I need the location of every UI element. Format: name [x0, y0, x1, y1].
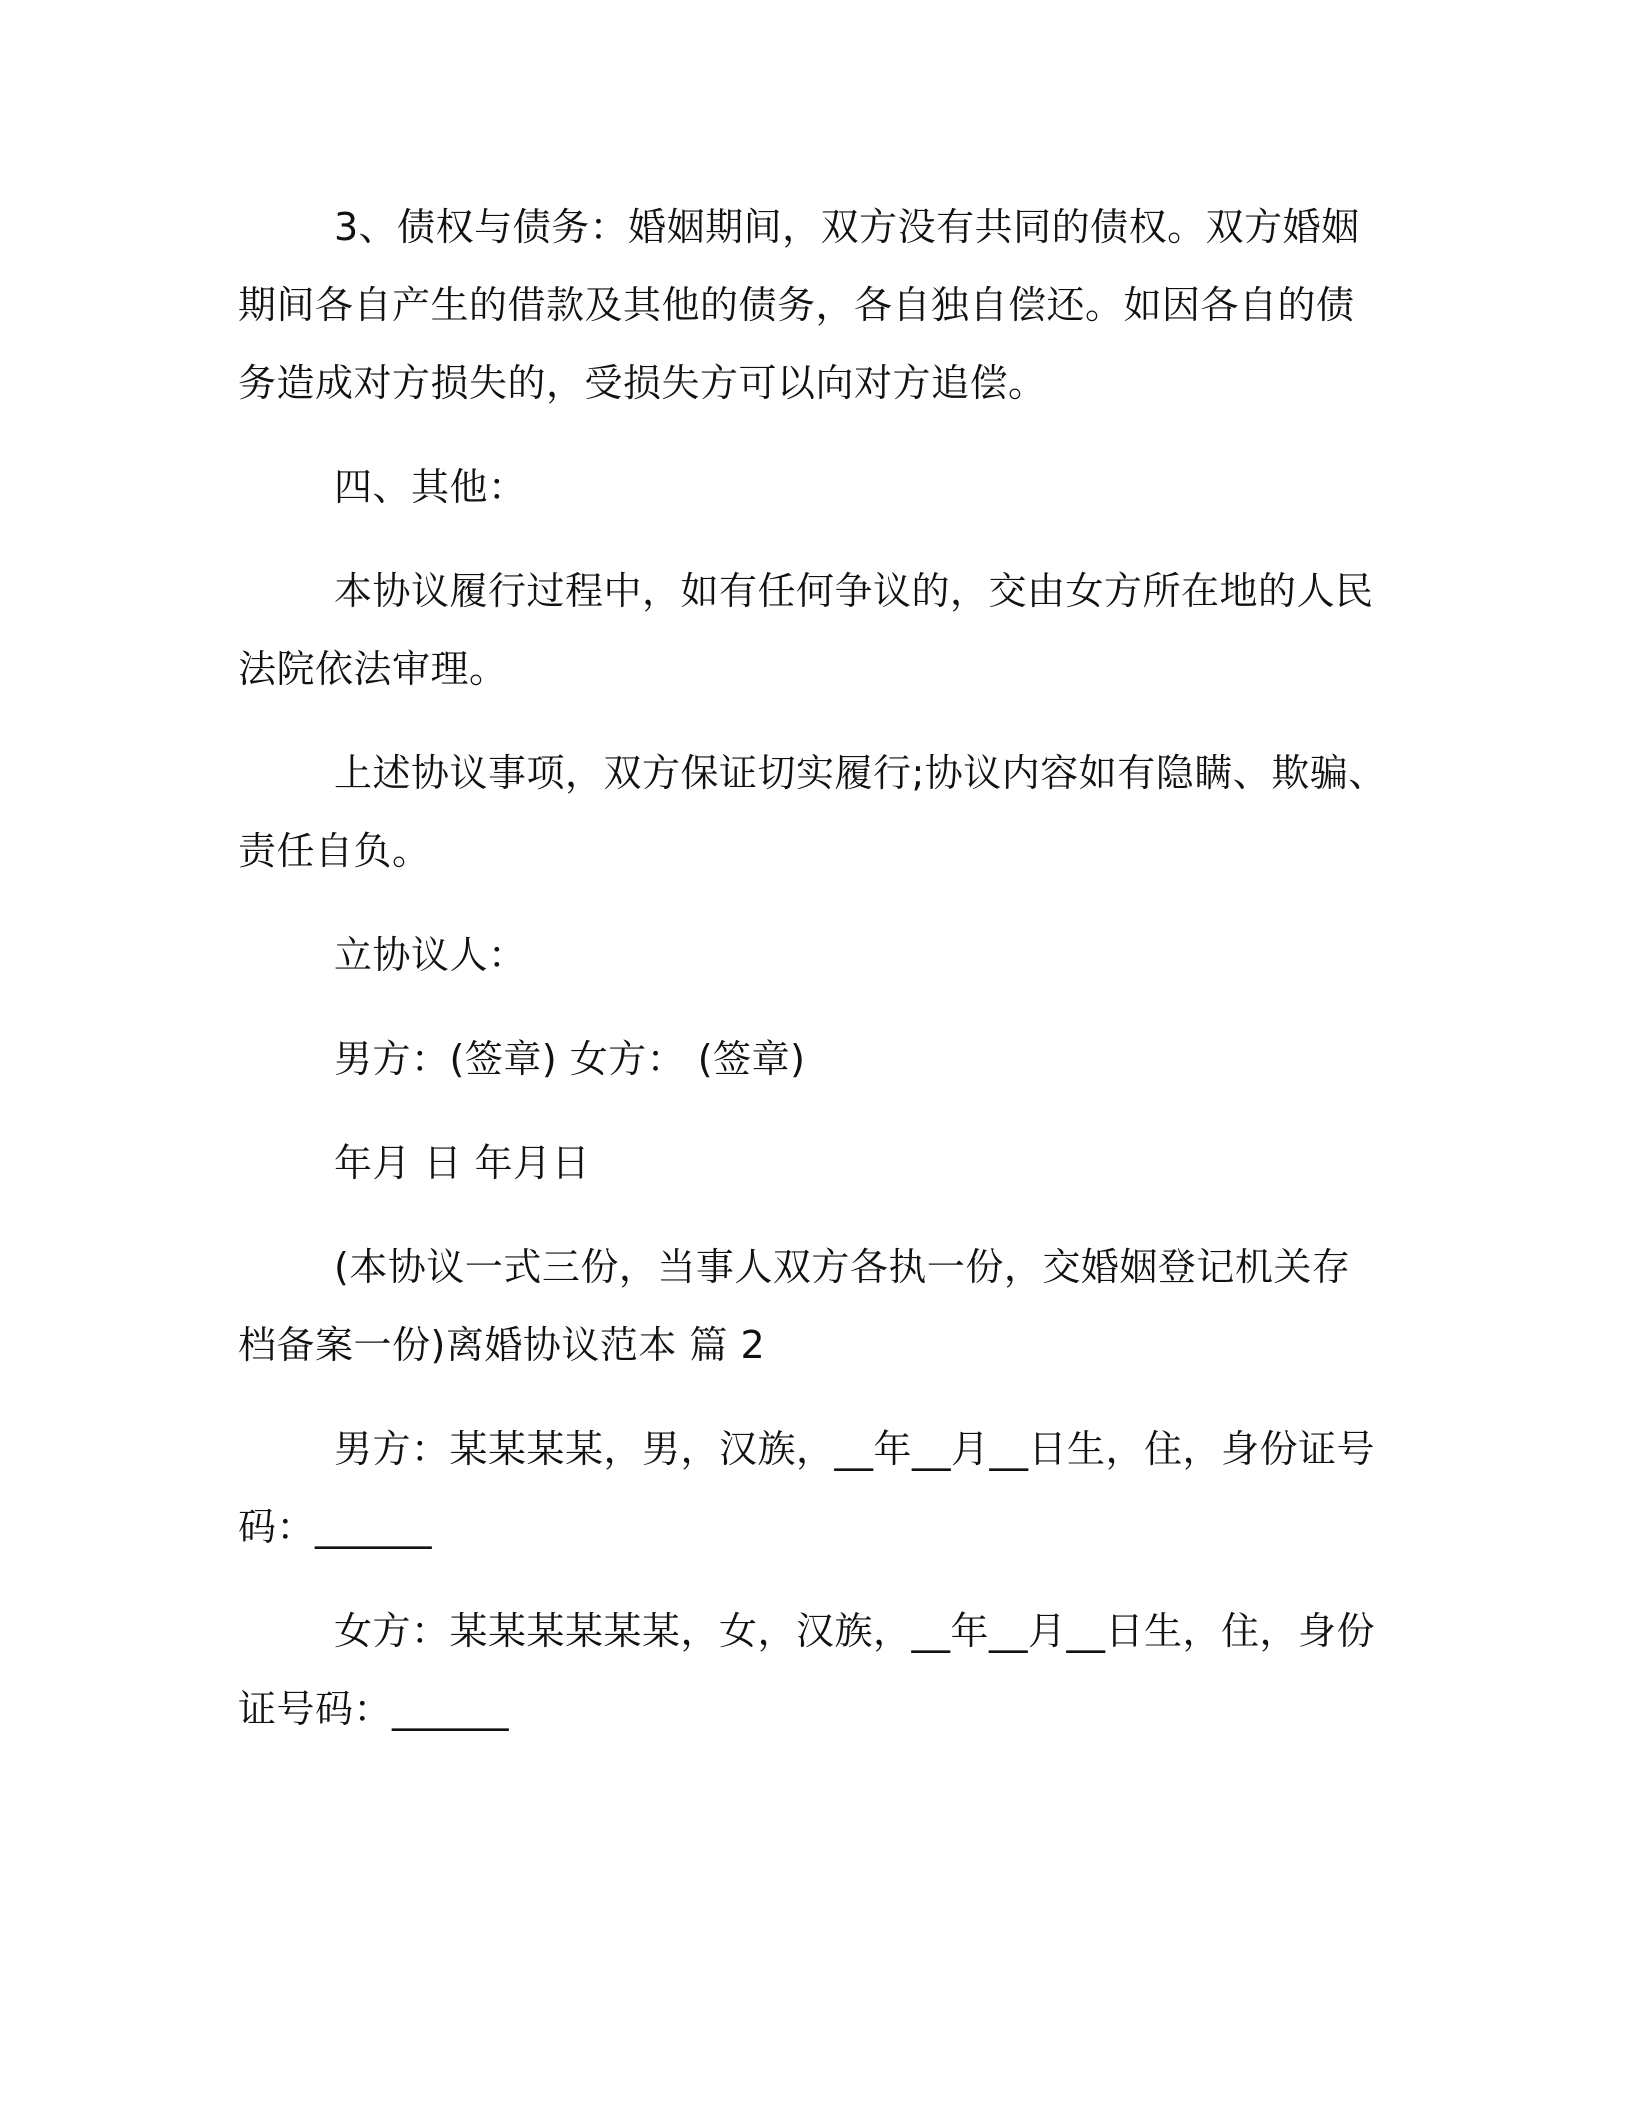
signature-line: 男方：(签章) 女方： (签章) — [334, 1037, 806, 1081]
section-heading-other: 四、其他： — [334, 465, 527, 509]
paragraph-guarantee: 上述协议事项，双方保证切实履行;协议内容如有隐瞒、欺骗、责任自负。 — [238, 751, 1387, 873]
signatories-label: 立协议人： — [334, 933, 527, 977]
paragraph-debts: 3、债权与债务：婚姻期间，双方没有共同的债权。双方婚姻期间各自产生的借款及其他的债务，各自独自偿还。如因各自的债务造成对方损失的，受损失方可以向对方追偿。 — [238, 205, 1360, 405]
date-line: 年月 日 年月日 — [334, 1141, 591, 1185]
paragraph-dispute: 本协议履行过程中，如有任何争议的，交由女方所在地的人民法院依法审理。 — [238, 569, 1374, 691]
paragraph-male-party: 男方：某某某某，男，汉族，__年__月__日生，住，身份证号码：______ — [238, 1427, 1376, 1549]
paragraph-female-party: 女方：某某某某某某，女，汉族，__年__月__日生，住，身份证号码：______ — [238, 1609, 1376, 1731]
document-body — [238, 188, 1388, 1774]
paragraph-copies-note: (本协议一式三份，当事人双方各执一份，交婚姻登记机关存档备案一份)离婚协议范本 篇 2 — [238, 1245, 1351, 1367]
